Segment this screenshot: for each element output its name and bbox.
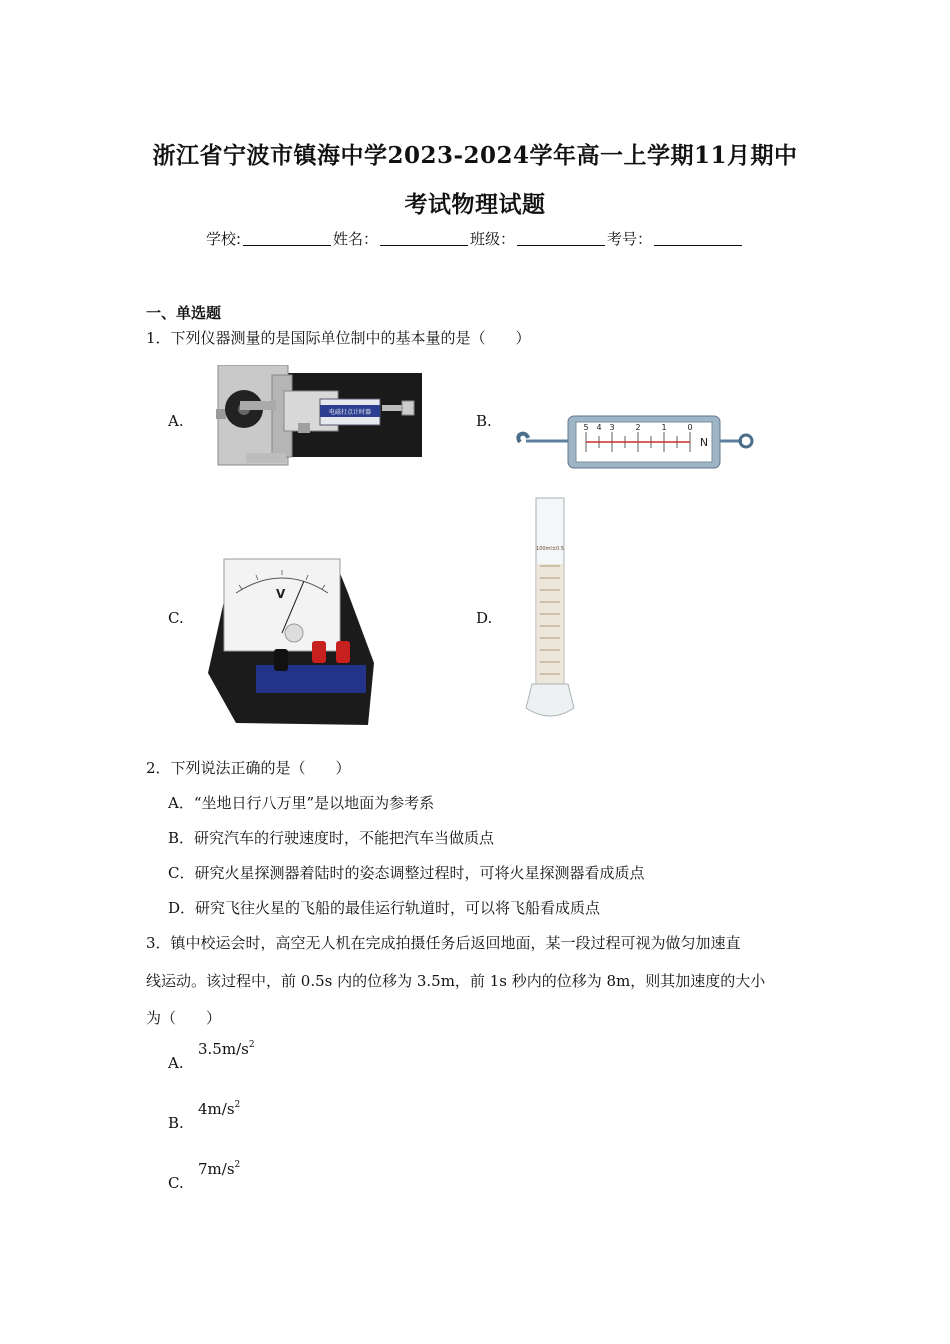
scale-tick-4: 4 <box>596 423 602 432</box>
question-2-stem: 2．下列说法正确的是（ ） <box>146 759 351 777</box>
class-label: 班级： <box>470 230 516 248</box>
student-info-row <box>0 228 950 249</box>
q2-option-a: A．“坐地日行八万里”是以地面为参考系 <box>168 794 435 812</box>
number-blank[interactable] <box>654 231 742 246</box>
scale-tick-3: 3 <box>609 423 615 432</box>
voltmeter-symbol: V <box>276 587 286 601</box>
name-label: 姓名： <box>333 230 379 248</box>
q2-option-d: D．研究飞往火星的飞船的最佳运行轨道时，可以将飞船看成质点 <box>168 899 601 917</box>
q1-option-a-label: A. <box>168 412 184 430</box>
question-1-stem: 1．下列仪器测量的是国际单位制中的基本量的是（ ） <box>146 329 531 347</box>
q3-option-c-label: C. <box>168 1174 184 1192</box>
question-3-line2: 线运动。该过程中，前 0.5s 内的位移为 3.5m，前 1s 秒内的位移为 8m，则其加速度的大小 <box>146 972 766 990</box>
scale-unit-n: N <box>699 436 709 449</box>
question-3-line1: 3．镇中校运会时，高空无人机在完成拍摄任务后返回地面，某一段过程可视为做匀加速直 <box>146 934 741 952</box>
spring-scale-image <box>516 410 756 472</box>
page-title-line1: 浙江省宁波市镇海中学2023-2024学年高一上学期11月期中 <box>152 142 798 169</box>
q2-option-c: C．研究火星探测器着陆时的姿态调整过程时，可将火星探测器看成质点 <box>168 864 645 882</box>
q1-option-b-label: B. <box>476 412 492 430</box>
q1-option-d-label: D. <box>476 609 493 627</box>
scale-tick-1: 1 <box>661 423 667 432</box>
graduated-cylinder-image <box>518 494 582 726</box>
q3-option-b-value: $4m/s^2$ <box>198 1100 241 1118</box>
school-label: 学校: <box>205 230 241 248</box>
dot-timer-image <box>212 365 424 467</box>
scale-tick-5: 5 <box>583 423 589 432</box>
school-blank[interactable] <box>243 231 331 246</box>
class-blank[interactable] <box>517 231 605 246</box>
voltmeter-image <box>208 553 374 725</box>
scale-tick-0: 0 <box>687 423 693 432</box>
section-heading: 一、单选题 <box>146 304 222 322</box>
dot-timer-label: 电磁打点计时器 <box>328 409 372 416</box>
q3-option-b-label: B. <box>168 1114 184 1132</box>
q1-option-c-label: C. <box>168 609 184 627</box>
question-3-line3: 为（ ） <box>146 1009 222 1027</box>
q3-option-c-value: $7m/s^2$ <box>198 1160 241 1178</box>
name-blank[interactable] <box>380 231 468 246</box>
cylinder-label: 100ml±0.5 <box>536 546 564 552</box>
q2-option-b: B．研究汽车的行驶速度时，不能把汽车当做质点 <box>168 829 495 847</box>
q3-option-a-value: $3.5m/s^2$ <box>198 1040 255 1058</box>
page-title-line2: 考试物理试题 <box>404 191 546 218</box>
number-label: 考号： <box>607 230 653 248</box>
scale-tick-2: 2 <box>635 423 641 432</box>
q3-option-a-label: A. <box>168 1054 184 1072</box>
